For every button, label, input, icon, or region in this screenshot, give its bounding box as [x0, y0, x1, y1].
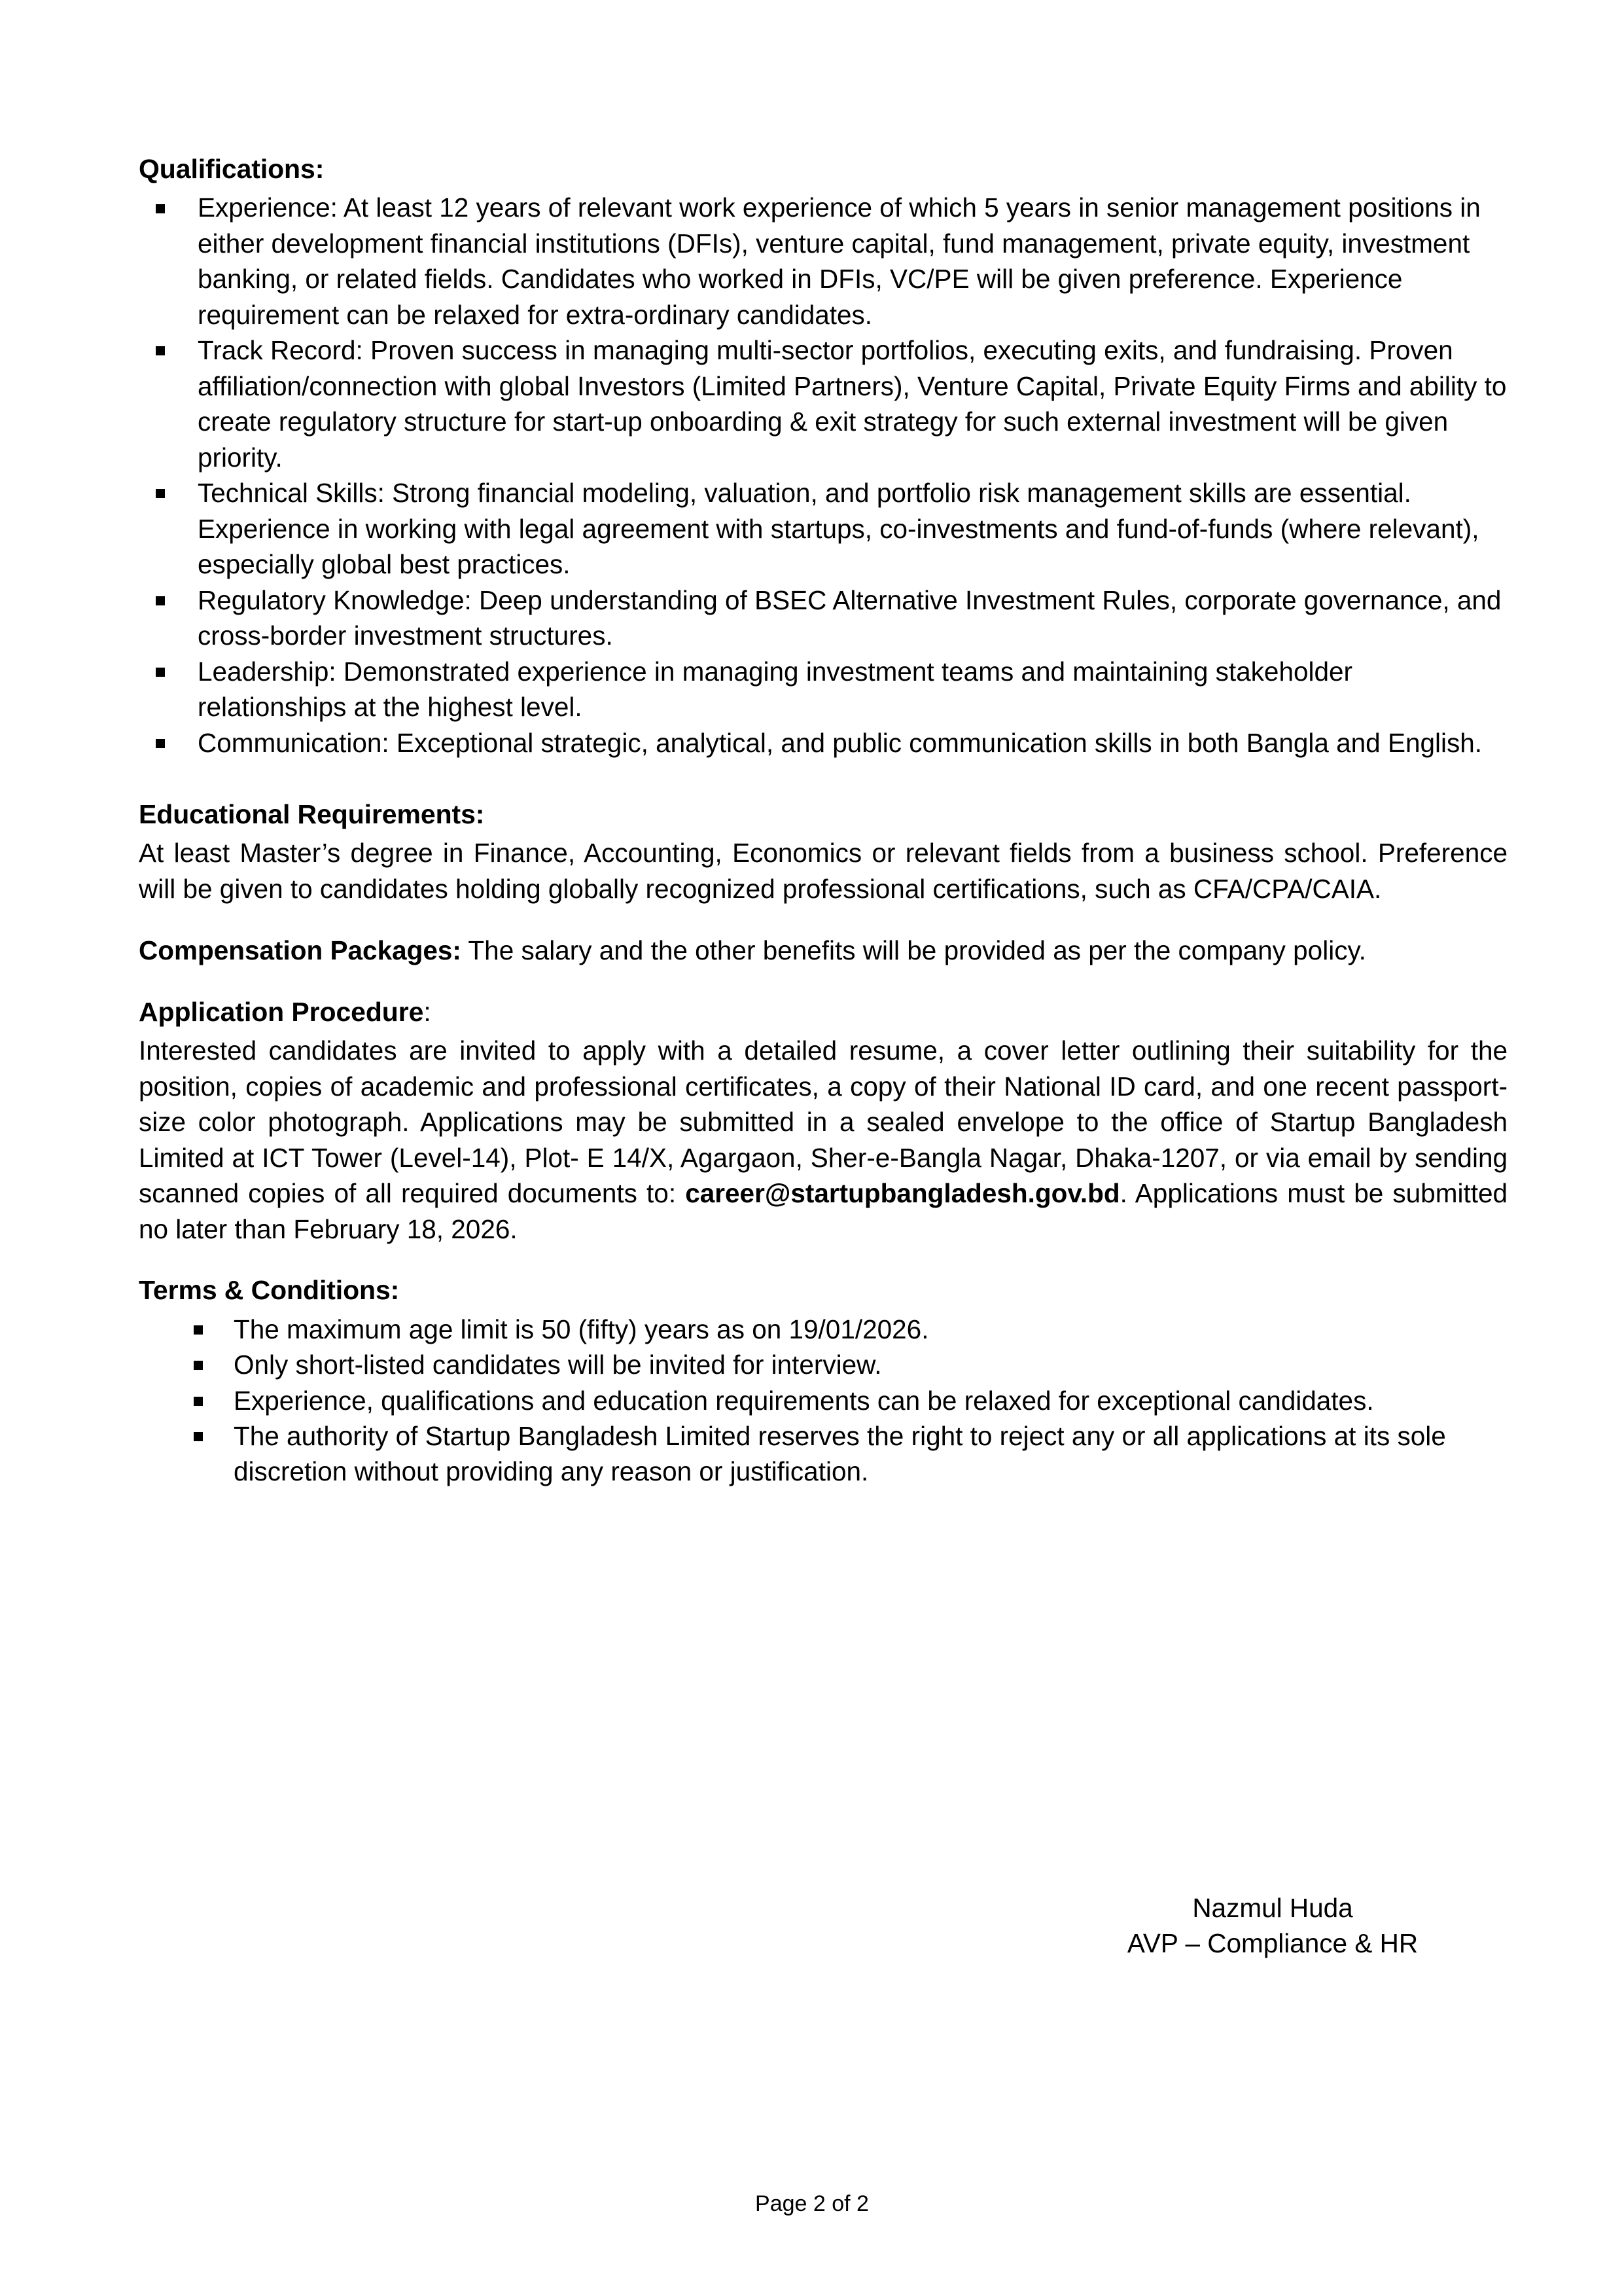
square-bullet-icon	[194, 1325, 203, 1335]
application-procedure-body-part2: . Applications must be submitted no later than February 18, 2026.	[139, 1178, 1508, 1244]
compensation-body: The salary and the other benefits will be provided as per the company policy.	[461, 935, 1366, 966]
list-item-text: The authority of Startup Bangladesh Limited reserves the right to reject any or all applications at its sole discretion without providing any reason or justification.	[234, 1421, 1446, 1487]
square-bullet-icon	[156, 668, 165, 677]
list-item-text: Technical Skills: Strong financial modeling, valuation, and portfolio risk management skills are essential. Experience in working with legal agreement with startups, co-investments and fund-of-funds (where relevant), especially global best practices.	[198, 478, 1479, 580]
qualifications-heading: Qualifications:	[139, 154, 325, 184]
square-bullet-icon	[156, 739, 165, 748]
list-item	[139, 1418, 1508, 1490]
educational-requirements-body: At least Master’s degree in Finance, Accounting, Economics or relevant fields from a business school. Preference will be given to candidates holding globally recognized professional certifications, such as CFA/CPA/CAIA.	[139, 838, 1508, 904]
list-item-text: Leadership: Demonstrated experience in managing investment teams and maintaining stakeholder relationships at the highest level.	[198, 656, 1353, 723]
application-procedure-heading-colon: :	[423, 996, 431, 1027]
list-item	[139, 725, 1508, 761]
square-bullet-icon	[156, 489, 165, 498]
list-item	[139, 475, 1508, 582]
square-bullet-icon	[156, 346, 165, 355]
section-spacer	[139, 906, 1508, 933]
list-item	[139, 332, 1508, 475]
section-spacer	[139, 1247, 1508, 1273]
square-bullet-icon	[156, 596, 165, 605]
list-item-text: The maximum age limit is 50 (fifty) years as on 19/01/2026.	[234, 1314, 929, 1344]
terms-and-conditions-list	[139, 1312, 1508, 1490]
signatory-name: Nazmul Huda	[1192, 1893, 1353, 1923]
signatory-designation: AVP – Compliance & HR	[1127, 1928, 1419, 1959]
list-item-text: Communication: Exceptional strategic, analytical, and public communication skills in both Bangla and English.	[198, 727, 1483, 758]
page-footer	[0, 2191, 1624, 2217]
application-email: career@startupbangladesh.gov.bd	[685, 1178, 1120, 1209]
qualifications-list	[139, 190, 1508, 761]
list-item	[139, 1383, 1508, 1418]
list-item	[139, 190, 1508, 332]
document-body	[139, 152, 1508, 1490]
square-bullet-icon	[194, 1432, 203, 1441]
list-item-text: Experience: At least 12 years of relevant work experience of which 5 years in senior management positions in either development financial institutions (DFIs), venture capital, fund management, private equity, investment banking, or related fields. Candidates who worked in DFIs, VC/PE will be given preference. Experience requirement can be relaxed for extra-ordinary candidates.	[198, 192, 1481, 330]
application-procedure-heading	[139, 995, 1508, 1029]
list-item	[139, 1312, 1508, 1347]
section-spacer	[139, 969, 1508, 995]
application-procedure-heading-text: Application Procedure	[139, 996, 424, 1027]
square-bullet-icon	[156, 204, 165, 213]
section-spacer	[139, 761, 1508, 797]
list-item-text: Regulatory Knowledge: Deep understanding of BSEC Alternative Investment Rules, corporate governance, and cross-border investment structures.	[198, 584, 1502, 651]
list-item-text: Track Record: Proven success in managing multi-sector portfolios, executing exits, and fundraising. Proven affiliation/connection with global Investors (Limited Partners), Venture Capital, Private Equity Firms and ability to create regulatory structure for start-up onboarding & exit strategy for such external investment will be given priority.	[198, 335, 1507, 473]
terms-and-conditions-heading: Terms & Conditions:	[139, 1275, 400, 1306]
compensation-label: Compensation Packages:	[139, 935, 461, 966]
list-item-text: Only short-listed candidates will be invited for interview.	[234, 1350, 882, 1380]
list-item-text: Experience, qualifications and education requirements can be relaxed for exceptional candidates.	[234, 1385, 1374, 1416]
signature-block	[995, 1890, 1551, 1962]
page-number-label: Page 2 of 2	[755, 2191, 869, 2216]
square-bullet-icon	[194, 1361, 203, 1370]
list-item	[139, 583, 1508, 654]
application-procedure-body	[139, 1033, 1508, 1247]
list-item	[139, 1347, 1508, 1382]
application-procedure-body-part1: Interested candidates are invited to apply with a detailed resume, a cover letter outlining their suitability for the position, copies of academic and professional certificates, a copy of their National ID card, and one recent passport-size color photograph. Applications may be submitted in a sealed envelope to the office of Startup Bangladesh Limited at ICT Tower (Level-14), Plot- E 14/X, Agargaon, Sher-e-Bangla Nagar, Dhaka-1207, or via email by sending scanned copies of all required documents to:	[139, 1035, 1508, 1209]
list-item	[139, 654, 1508, 725]
compensation-paragraph	[139, 933, 1508, 968]
educational-requirements-heading: Educational Requirements:	[139, 798, 485, 829]
square-bullet-icon	[194, 1397, 203, 1406]
